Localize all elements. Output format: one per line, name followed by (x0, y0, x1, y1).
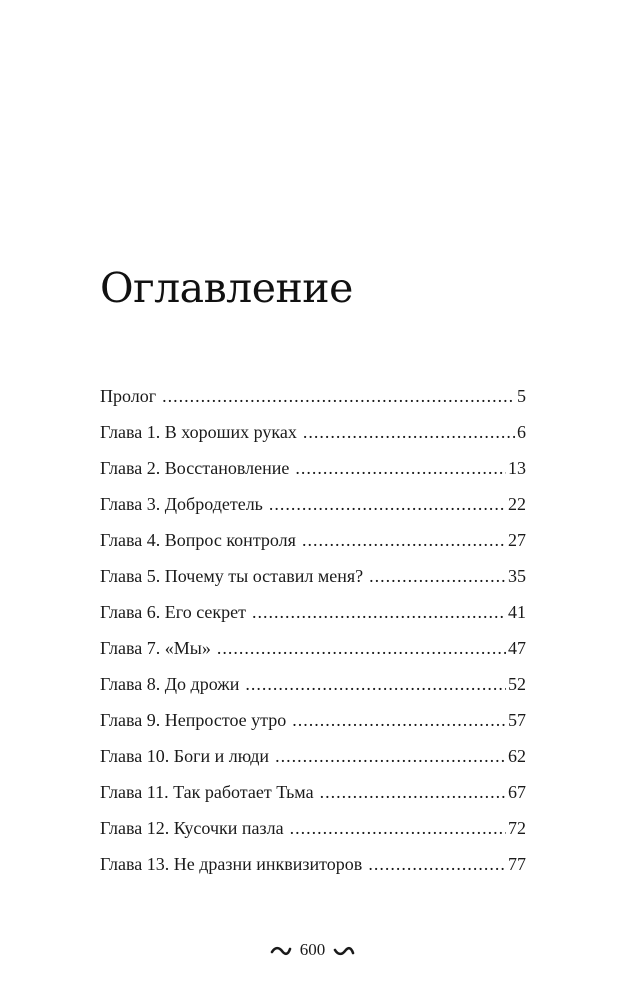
toc-entry-title: Глава 8. До дрожи (100, 674, 240, 694)
toc-entry-page: 72 (508, 818, 526, 838)
dot-leader (290, 816, 506, 840)
toc-entry-title: Глава 4. Вопрос контроля (100, 530, 296, 550)
toc-entry-page: 67 (508, 782, 526, 802)
tilde-swash-icon (270, 945, 292, 957)
toc-entry[interactable] (100, 852, 526, 888)
toc-entry-title: Глава 7. «Мы» (100, 638, 211, 658)
toc-entry-page: 57 (508, 710, 526, 730)
toc-entry-title: Глава 5. Почему ты оставил меня? (100, 566, 364, 586)
toc-entry-title: Глава 12. Кусочки пазла (100, 818, 284, 838)
tilde-swash-icon (333, 945, 355, 957)
toc-entry[interactable] (100, 564, 526, 600)
dot-leader (368, 852, 506, 876)
toc-entry-title: Глава 11. Так работает Тьма (100, 782, 314, 802)
dot-leader (302, 528, 506, 552)
toc-entry-page: 13 (508, 458, 526, 478)
toc-entry-title: Глава 3. Добродетель (100, 494, 263, 514)
toc-entry[interactable] (100, 636, 526, 672)
page-number: 600 (299, 940, 326, 959)
toc-entry-title: Глава 13. Не дразни инквизиторов (100, 854, 363, 874)
toc-entry-page: 35 (508, 566, 526, 586)
toc-entry-title: Пролог (100, 386, 157, 406)
toc-entry[interactable] (100, 744, 526, 780)
toc-entry-title: Глава 1. В хороших руках (100, 422, 297, 442)
toc-entry[interactable] (100, 672, 526, 708)
dot-leader (245, 672, 506, 696)
dot-leader (292, 708, 506, 732)
dot-leader (252, 600, 506, 624)
toc-entry[interactable] (100, 492, 526, 528)
toc-entry-page: 5 (517, 386, 526, 406)
toc-entry[interactable] (100, 384, 526, 420)
toc-entry-page: 52 (508, 674, 526, 694)
toc-entry-title: Глава 2. Восстановление (100, 458, 290, 478)
dot-leader (162, 384, 515, 408)
toc-entry[interactable] (100, 816, 526, 852)
toc-entry-page: 27 (508, 530, 526, 550)
toc-entry-title: Глава 10. Боги и люди (100, 746, 270, 766)
toc-entry[interactable] (100, 456, 526, 492)
dot-leader (217, 636, 506, 660)
toc-entry-page: 6 (517, 422, 526, 442)
toc-entry-title: Глава 6. Его секрет (100, 602, 247, 622)
toc-entry[interactable] (100, 528, 526, 564)
table-of-contents (100, 384, 526, 888)
dot-leader (369, 564, 506, 588)
toc-entry[interactable] (100, 600, 526, 636)
toc-entry[interactable] (100, 780, 526, 816)
toc-entry-title: Глава 9. Непростое утро (100, 710, 287, 730)
dot-leader (303, 420, 515, 444)
toc-entry-page: 62 (508, 746, 526, 766)
toc-entry-page: 22 (508, 494, 526, 514)
dot-leader (275, 744, 506, 768)
toc-entry-page: 77 (508, 854, 526, 874)
toc-entry[interactable] (100, 420, 526, 456)
dot-leader (320, 780, 506, 804)
toc-entry-page: 47 (508, 638, 526, 658)
dot-leader (269, 492, 506, 516)
page-title: Оглавление (100, 264, 353, 312)
toc-entry[interactable] (100, 708, 526, 744)
dot-leader (295, 456, 506, 480)
page-number-footer (0, 940, 625, 960)
toc-entry-page: 41 (508, 602, 526, 622)
